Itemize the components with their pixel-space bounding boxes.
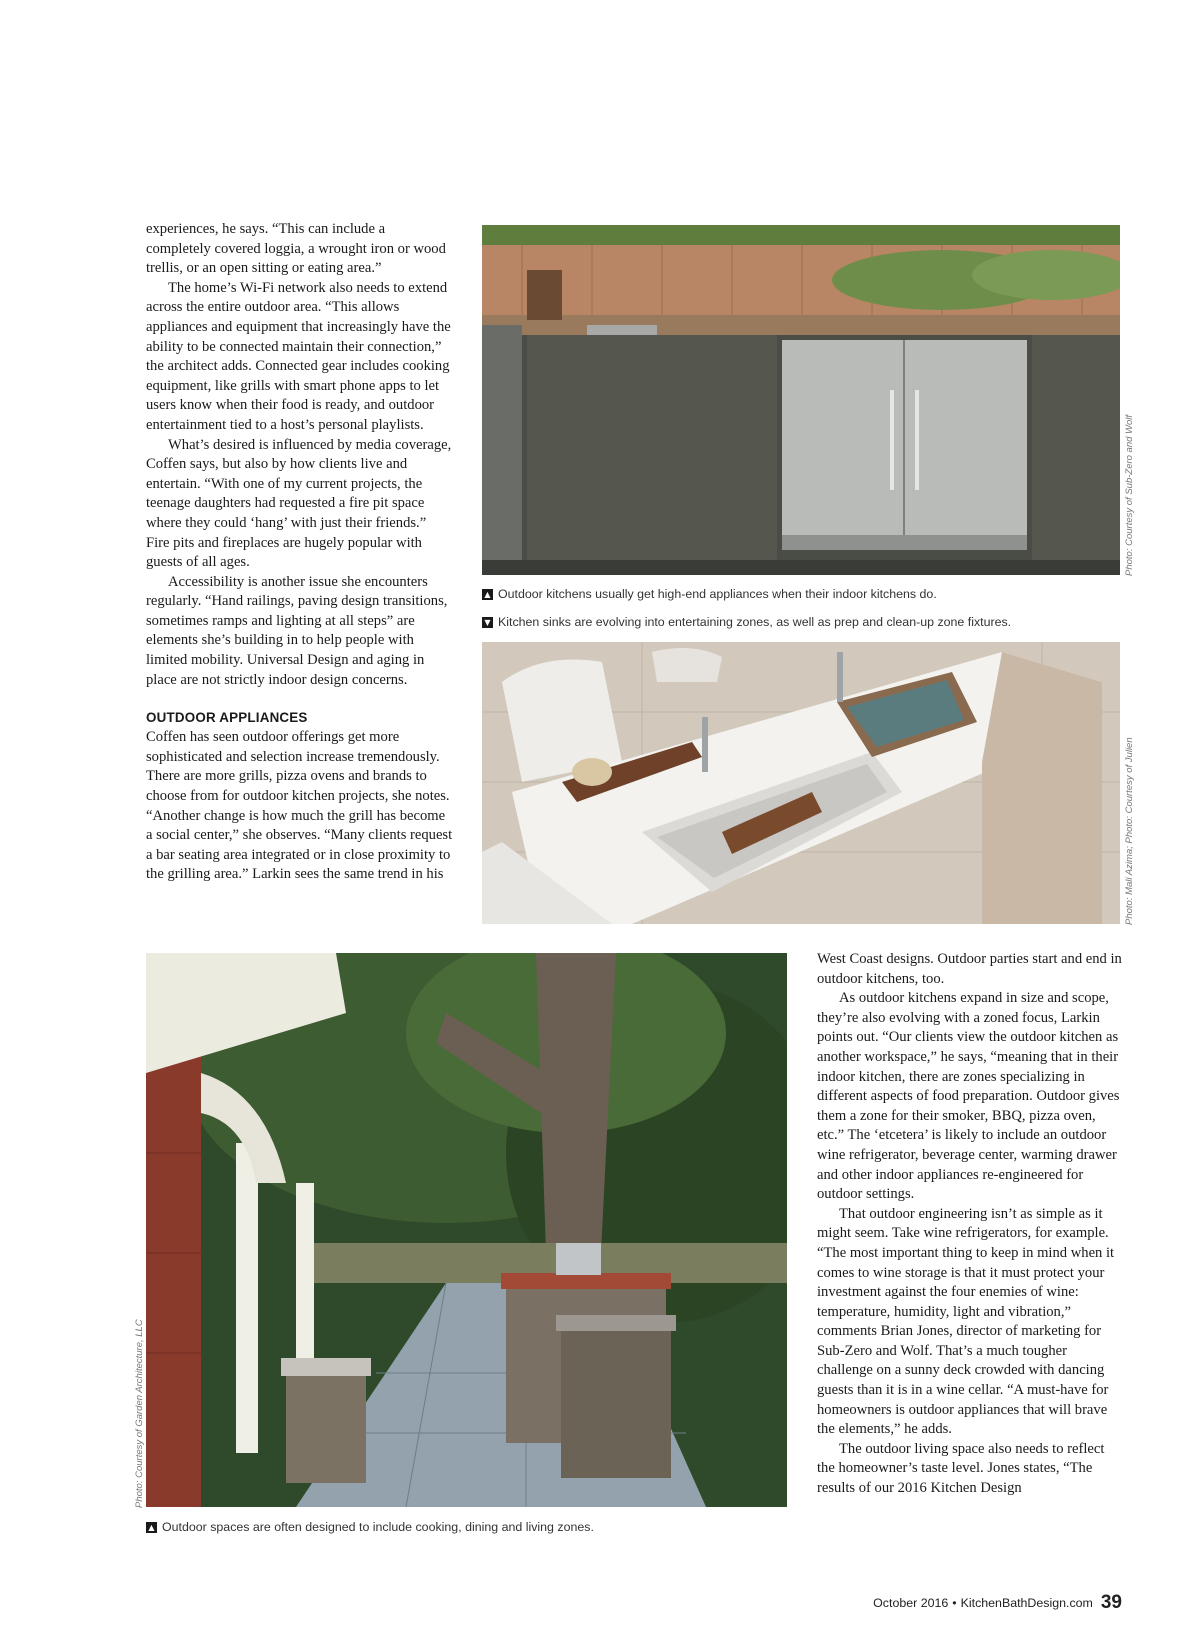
paragraph: The outdoor living space also needs to reflect the homeowner’s taste level. Jones states, “The results of our 2016 Kitchen Design <box>817 1440 1105 1497</box>
photo-caption <box>482 587 937 601</box>
page-number: 39 <box>1100 1592 1122 1613</box>
photo-outdoor-living-space <box>146 953 787 1507</box>
arrow-down-icon: ▼ <box>482 617 493 628</box>
arrow-up-icon: ▲ <box>482 589 493 600</box>
caption-text: Outdoor kitchens usually get high-end appliances when their indoor kitchens do. <box>498 587 937 601</box>
photo-outdoor-kitchen-appliances <box>482 225 1120 575</box>
photo-caption <box>146 1520 594 1534</box>
paragraph: experiences, he says. “This can include a completely covered loggia, a wrought iron or wood trellis, or an open sitting or eating area.” <box>146 221 446 277</box>
paragraph: That outdoor engineering isn’t as simple as it might seem. Take wine refrigerators, for example. “The most important thing to keep in mind when it comes to wine storage is that it must protect your investment against the four enemies of wine: temperature, humidity, light and vibration,” comments Brian Jones, director of marketing for Sub-Zero and Wolf. That’s a much tougher challenge on a sunny deck crowded with dancing guests than it is in a wine cellar. “A must-have for homeowners is outdoor appliances that will brave the elements,” he adds. <box>817 1205 1115 1438</box>
paragraph: As outdoor kitchens expand in size and scope, they’re also evolving with a zoned focus, Larkin points out. “Our clients view the outdoor kitchen as another workspace,” he says, “meaning that in their indoor kitchen, there are zones specializing in different aspects of food preparation. Outdoor gives them a zone for their smoker, BBQ, pizza oven, etc.” The ‘etcetera’ is likely to include an outdoor wine refrigerator, beverage center, warming drawer and other indoor appliances re-engineered for outdoor settings. <box>817 990 1120 1203</box>
caption-text: Outdoor spaces are often designed to include cooking, dining and living zones. <box>162 1520 594 1534</box>
article-column-left <box>146 220 453 885</box>
caption-text: Kitchen sinks are evolving into entertaining zones, as well as prep and clean-up zone fixtures. <box>498 615 1012 629</box>
arrow-up-icon: ▲ <box>146 1522 157 1533</box>
photo-credit: Photo: Courtesy of Sub-Zero and Wolf <box>1124 414 1135 576</box>
article-column-right <box>817 950 1125 1499</box>
photo-kitchen-sinks <box>482 642 1120 924</box>
page-footer <box>862 1592 1122 1614</box>
paragraph: West Coast designs. Outdoor parties start and end in outdoor kitchens, too. <box>817 951 1122 987</box>
website: KitchenBathDesign.com <box>960 1596 1093 1610</box>
issue-date: October 2016 <box>873 1596 949 1610</box>
paragraph: Accessibility is another issue she encounters regularly. “Hand railings, paving design transitions, sometimes ramps and lighting at all steps” are elements she’s building in to help people with limited mobility. Universal Design and aging in place are not strictly indoor design concerns. <box>146 573 448 688</box>
paragraph: The home’s Wi-Fi network also needs to extend across the entire outdoor area. “This allows appliances and equipment that increasingly have the ability to be connected maintain their connection,” the architect adds. Connected gear includes cooking equipment, like grills with smart phone apps to let users know when their food is ready, and outdoor entertainment tied to a host’s personal playlists. <box>146 279 451 433</box>
photo-credit: Photo: Mali Azima; Photo: Courtesy of Julien <box>1124 737 1135 925</box>
photo-caption <box>482 615 1011 629</box>
paragraph: Coffen has seen outdoor offerings get more sophisticated and selection increase tremendously. There are more grills, pizza ovens and brands to choose from for outdoor kitchen projects, she notes. “Another change is how much the grill has become a social center,” she observes. “Many clients request a bar seating area integrated or in close proximity to the grilling area.” Larkin sees the same trend in his <box>146 729 453 883</box>
paragraph: What’s desired is influenced by media coverage, Coffen says, but also by how clients live and entertain. “With one of my current projects, the teenage daughters had requested a fire pit space where they could ‘hang’ with just their friends.” Fire pits and fireplaces are hugely popular with guests of all ages. <box>146 436 452 571</box>
section-heading: OUTDOOR APPLIANCES <box>146 710 308 726</box>
separator: • <box>952 1596 957 1610</box>
photo-credit: Photo: Courtesy of Garden Architecture, LLC <box>134 1319 145 1508</box>
